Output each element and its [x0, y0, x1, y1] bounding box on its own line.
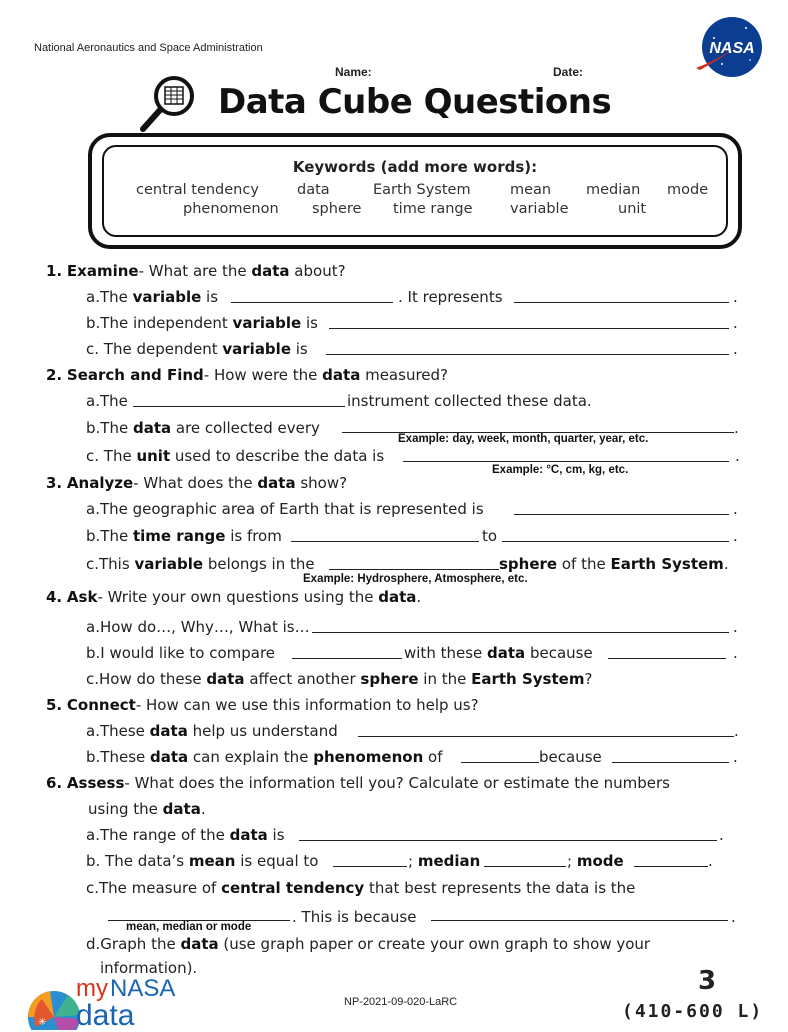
keyword: sphere [312, 201, 362, 217]
question-1a-cont: . It represents [398, 288, 503, 306]
question-6c: c.The measure of central tendency that best represents the data is the [86, 879, 636, 897]
question-1a: a.The variable is [86, 288, 219, 306]
answer-blank[interactable] [461, 762, 539, 763]
keyword: time range [393, 201, 473, 217]
keyword: median [586, 182, 641, 198]
question-3a: a.The geographic area of Earth that is represented is [86, 500, 484, 518]
answer-blank[interactable] [403, 461, 729, 462]
example-hint: Example: day, week, month, quarter, year, etc. [398, 433, 649, 445]
period: . [733, 748, 738, 766]
because-label: because [539, 748, 602, 766]
question-2c: c. The unit used to describe the data is [86, 447, 385, 465]
period: . [733, 644, 738, 662]
keyword: central tendency [136, 182, 259, 198]
answer-blank[interactable] [291, 541, 479, 542]
question-6a: a.The range of the data is [86, 826, 285, 844]
question-5-heading: 5. Connect- How can we use this information to help us? [46, 696, 479, 714]
period: . [733, 618, 738, 636]
question-5a: a.These data help us understand [86, 722, 338, 740]
answer-blank[interactable] [292, 658, 402, 659]
period: . [708, 852, 713, 870]
svg-text:✳: ✳ [38, 1017, 47, 1028]
svg-text:data: data [76, 999, 135, 1030]
answer-blank[interactable] [329, 569, 499, 570]
answer-blank[interactable] [608, 658, 726, 659]
answer-blank[interactable] [484, 866, 566, 867]
keyword: phenomenon [183, 201, 279, 217]
period: . [719, 826, 724, 844]
question-2a-cont: instrument collected these data. [347, 392, 592, 410]
svg-text:NASA: NASA [709, 40, 755, 57]
answer-blank[interactable] [231, 302, 393, 303]
question-3c-cont: sphere of the Earth System. [499, 555, 729, 573]
period: . [733, 288, 738, 306]
period: . [733, 340, 738, 358]
agency-name: National Aeronautics and Space Administration [34, 42, 263, 54]
question-3c: c.This variable belongs in the [86, 555, 315, 573]
question-4c: c.How do these data affect another sphere in the Earth System? [86, 670, 593, 688]
answer-blank[interactable] [634, 866, 708, 867]
page-title: Data Cube Questions [218, 82, 612, 122]
date-label: Date: [553, 65, 584, 79]
question-5b: b.These data can explain the phenomenon of [86, 748, 443, 766]
svg-text:NASA: NASA [110, 975, 176, 1002]
question-4a: a.How do…, Why…, What is… [86, 618, 310, 636]
question-6d-cont: information). [100, 959, 198, 977]
keyword: Earth System [373, 182, 471, 198]
question-3b: b.The time range is from [86, 527, 282, 545]
answer-blank[interactable] [514, 514, 729, 515]
document-code: NP-2021-09-020-LaRC [344, 996, 458, 1008]
keywords-title: Keywords (add more words): [292, 158, 538, 176]
page-number: 3 [698, 966, 717, 996]
answer-blank[interactable] [358, 736, 734, 737]
magnifier-icon [138, 74, 196, 134]
to-label: to [482, 527, 498, 545]
question-6c-cont: . This is because [292, 908, 417, 926]
period: . [733, 500, 738, 518]
question-2b: b.The data are collected every [86, 419, 320, 437]
question-6-heading-cont: using the data. [88, 800, 206, 818]
name-label: Name: [335, 65, 372, 79]
question-2-heading: 2. Search and Find- How were the data measured? [46, 366, 448, 384]
answer-blank[interactable] [333, 866, 407, 867]
question-1b: b.The independent variable is [86, 314, 318, 332]
keyword: mean [510, 182, 552, 198]
period: . [734, 419, 739, 437]
answer-blank[interactable] [514, 302, 729, 303]
answer-blank[interactable] [299, 840, 717, 841]
period: . [734, 722, 739, 740]
answer-blank[interactable] [431, 920, 728, 921]
question-6-heading: 6. Assess- What does the information tell you? Calculate or estimate the numbers [46, 774, 670, 792]
example-hint: mean, median or mode [126, 921, 252, 933]
answer-blank[interactable] [133, 406, 345, 407]
question-4b-cont: with these data because [404, 644, 593, 662]
nasa-logo [694, 14, 772, 80]
question-3-heading: 3. Analyze- What does the data show? [46, 474, 348, 492]
period: . [735, 447, 740, 465]
keyword: data [297, 182, 330, 198]
answer-blank[interactable] [329, 328, 729, 329]
keyword: unit [618, 201, 647, 217]
keyword: mode [667, 182, 709, 198]
question-4b: b.I would like to compare [86, 644, 276, 662]
svg-text:my: my [76, 975, 108, 1002]
keyword: variable [510, 201, 569, 217]
question-2a: a.The [86, 392, 128, 410]
lexile-range: (410-600 L) [622, 1001, 764, 1022]
period: . [733, 314, 738, 332]
answer-blank[interactable] [312, 632, 729, 633]
question-6b-median: ; median [408, 852, 481, 870]
question-6b-mode: ; mode [567, 852, 624, 870]
example-hint: Example: °C, cm, kg, etc. [492, 464, 629, 476]
my-nasa-data-logo [28, 975, 198, 1030]
answer-blank[interactable] [502, 541, 729, 542]
period: . [731, 908, 736, 926]
question-1c: c. The dependent variable is [86, 340, 308, 358]
question-6d: d.Graph the data (use graph paper or create your own graph to show your [86, 935, 651, 953]
question-4-heading: 4. Ask- Write your own questions using the data. [46, 588, 422, 606]
period: . [733, 527, 738, 545]
answer-blank[interactable] [612, 762, 729, 763]
example-hint: Example: Hydrosphere, Atmosphere, etc. [303, 573, 528, 585]
answer-blank[interactable] [326, 354, 729, 355]
question-6b: b. The data’s mean is equal to [86, 852, 319, 870]
question-1-heading: 1. Examine- What are the data about? [46, 262, 346, 280]
